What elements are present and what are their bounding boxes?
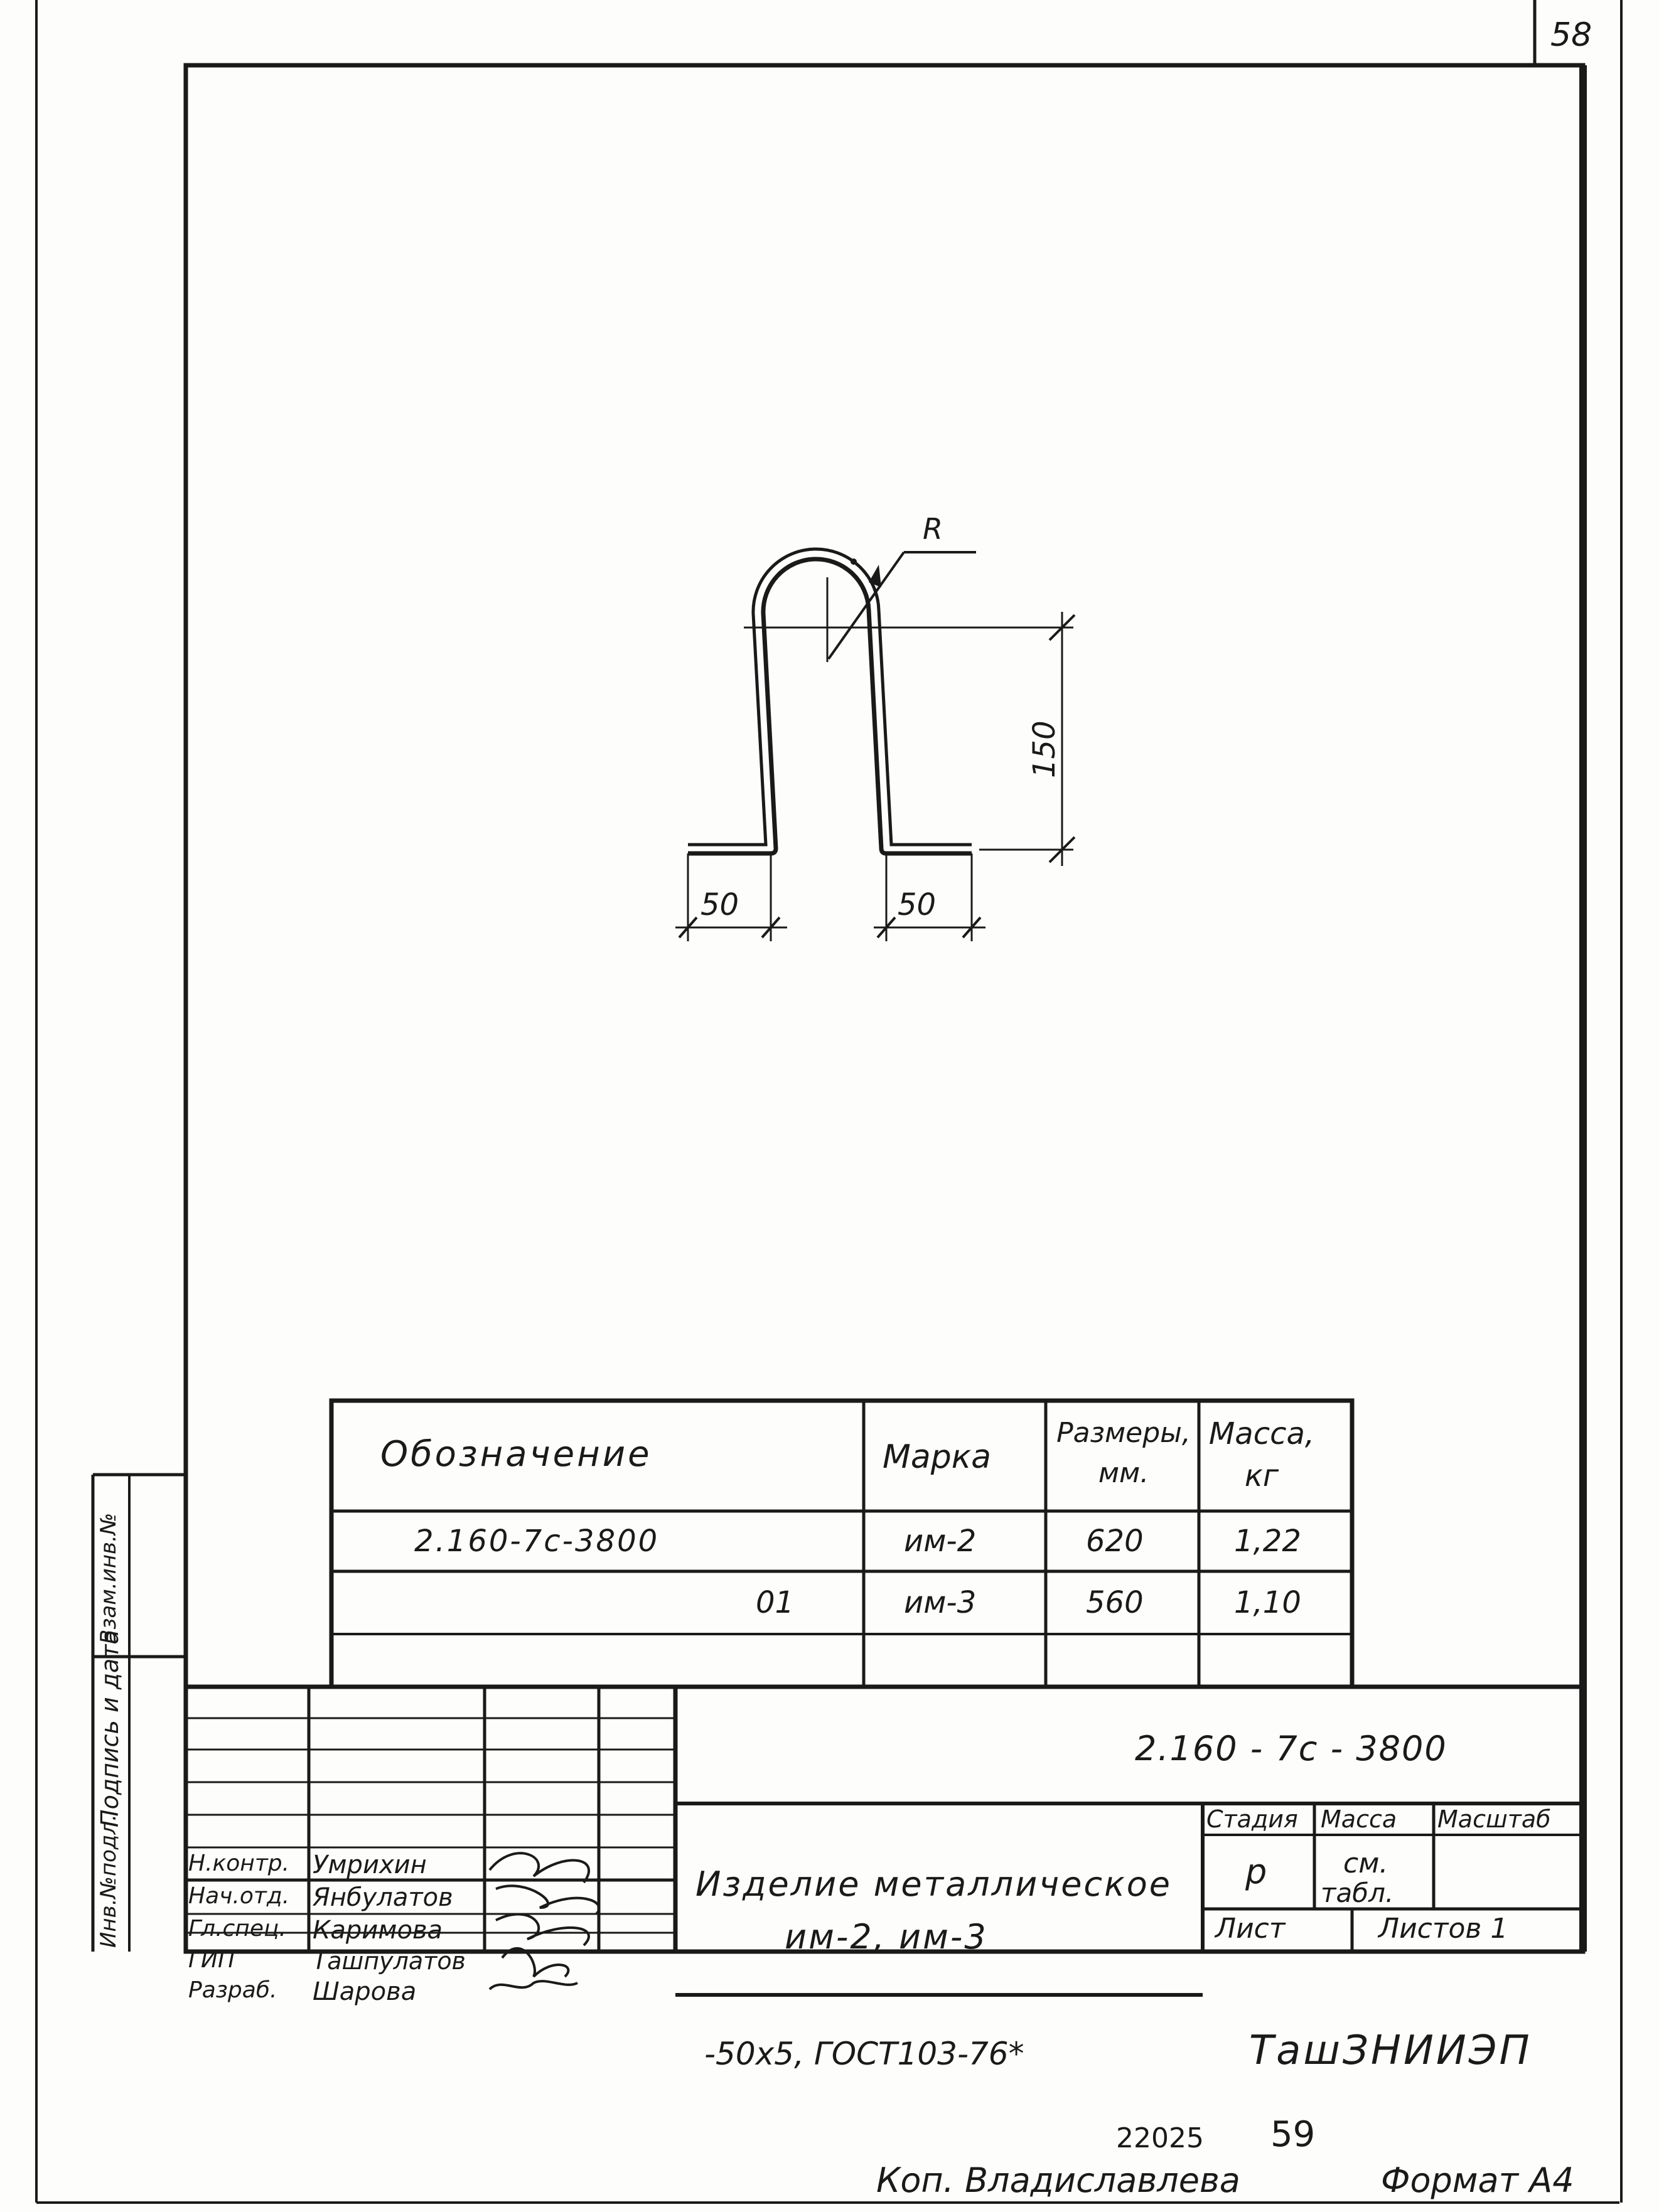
mass-value-line2: табл. bbox=[1321, 1878, 1394, 1908]
header-mark: Марка bbox=[883, 1438, 992, 1476]
table-row-size: 560 bbox=[1086, 1585, 1144, 1620]
signer-role: ГИП bbox=[188, 1947, 235, 1973]
signer-name: Янбулатов bbox=[313, 1883, 453, 1912]
organization-name: ТашЗНИИЭП bbox=[1249, 2028, 1532, 2074]
item-name-line1: Изделие металлическое bbox=[695, 1864, 1172, 1904]
table-row-mark: им-2 bbox=[904, 1524, 977, 1559]
table-row-mass: 1,10 bbox=[1234, 1585, 1301, 1620]
archive-number: 22025 bbox=[1116, 2122, 1204, 2154]
signature-scribble bbox=[496, 1915, 589, 1945]
height-dimension-label: 150 bbox=[1027, 720, 1062, 778]
signer-role: Гл.спец. bbox=[188, 1916, 286, 1942]
table-row-mark: им-3 bbox=[904, 1585, 977, 1620]
header-mass: Масса, кг bbox=[1208, 1416, 1315, 1494]
signer-name: Умрихин bbox=[313, 1851, 427, 1879]
side-stamp-podpis-data: Подпись и дата bbox=[96, 1630, 124, 1827]
sheet-label: Лист bbox=[1215, 1913, 1286, 1945]
signature-scribble bbox=[502, 1948, 568, 1977]
signer-role: Н.контр. bbox=[188, 1851, 290, 1876]
scale-label: Масштаб bbox=[1437, 1805, 1551, 1833]
signature-scribble bbox=[490, 1981, 577, 1989]
side-stamp-inv-podl: Инв.№подл. bbox=[96, 1814, 121, 1948]
signer-name: Ташпулатов bbox=[313, 1947, 466, 1975]
side-stamp-vzam: Взам.инв.№ bbox=[96, 1512, 121, 1644]
page-number: 58 bbox=[1550, 16, 1592, 54]
signature-scribble bbox=[496, 1886, 599, 1914]
table-row-designation: 01 bbox=[756, 1585, 795, 1620]
mass-label: Масса bbox=[1321, 1805, 1397, 1833]
item-name-line2: им-2, им-3 bbox=[785, 1917, 988, 1957]
doc-code: 2.160 - 7с - 3800 bbox=[1135, 1729, 1447, 1768]
left-width-label: 50 bbox=[701, 887, 739, 922]
header-designation: Обозначение bbox=[380, 1434, 652, 1475]
copied-by: Коп. Владиславлева bbox=[876, 2161, 1240, 2200]
stage-label: Стадия bbox=[1206, 1805, 1298, 1833]
signer-role: Разраб. bbox=[188, 1977, 277, 2003]
header-size: Размеры, мм. bbox=[1056, 1417, 1191, 1489]
format-label: Формат А4 bbox=[1381, 2161, 1574, 2200]
archive-page: 59 bbox=[1270, 2114, 1316, 2155]
table-row-mass: 1,22 bbox=[1234, 1524, 1301, 1559]
radius-label: R bbox=[923, 512, 943, 546]
table-row-designation: 2.160-7с-3800 bbox=[414, 1524, 660, 1559]
signer-name: Каримова bbox=[313, 1916, 443, 1945]
stage-value: р bbox=[1245, 1852, 1267, 1891]
sheets-label: Листов 1 bbox=[1378, 1913, 1508, 1945]
signature-scribble bbox=[490, 1853, 589, 1883]
table-row-size: 620 bbox=[1086, 1524, 1144, 1559]
signer-role: Нач.отд. bbox=[188, 1883, 290, 1909]
material-spec: -50х5, ГОСТ103-76* bbox=[704, 2036, 1024, 2072]
right-width-label: 50 bbox=[898, 887, 937, 922]
signer-name: Шарова bbox=[313, 1977, 417, 2006]
mass-value-line1: см. bbox=[1343, 1847, 1388, 1879]
